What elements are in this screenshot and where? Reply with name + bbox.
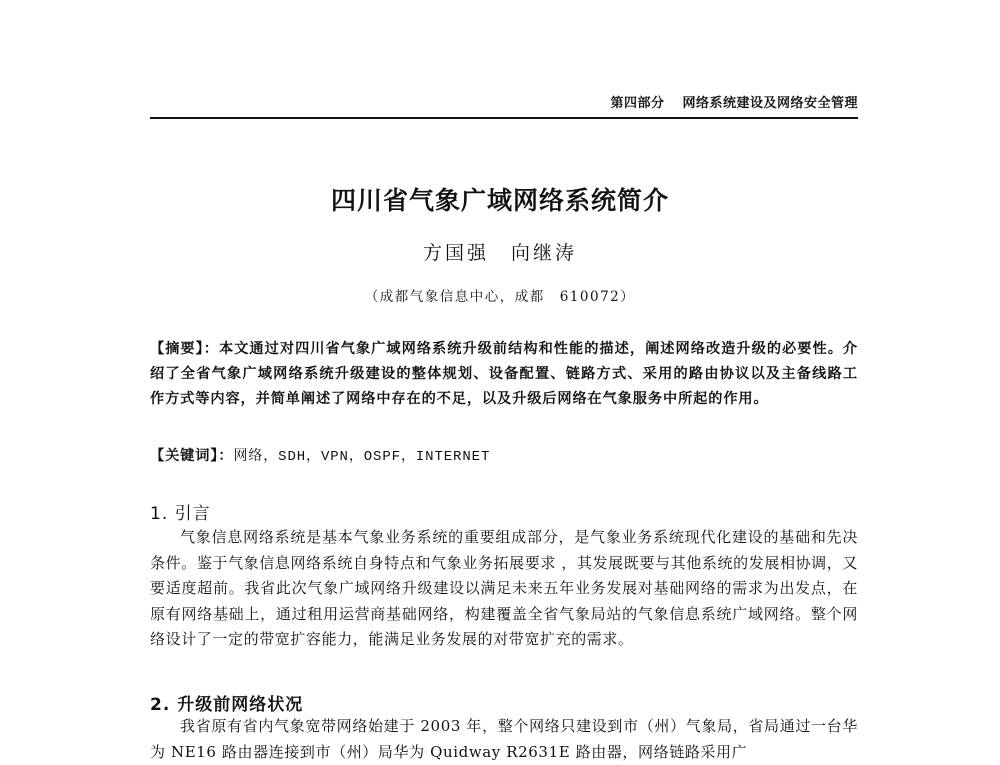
header-rule — [150, 117, 858, 119]
running-header-part: 第四部分 — [610, 96, 665, 111]
abstract-text: 本文通过对四川省气象广域网络系统升级前结构和性能的描述，阐述网络改造升级的必要性。介绍了全省气象广域网络系统升级建设的整体规划、设备配置、链路方式、采用的路由协议以及主备线路工作方式等内容，并简单阐述了网络中存在的不足，以及升级后网络在气象服务中所起的作用。 — [150, 341, 858, 407]
keywords — [150, 444, 858, 470]
author-name: 向继涛 — [511, 242, 578, 264]
section-heading-pre-upgrade-status: 2. 升级前网络状况 — [150, 695, 304, 715]
abstract-label: 【摘要】： — [150, 341, 219, 357]
running-header-section: 网络系统建设及网络安全管理 — [682, 96, 858, 111]
keywords-text: 网络，SDH，VPN，OSPF，INTERNET — [233, 449, 491, 465]
author-name: 方国强 — [422, 242, 489, 264]
abstract — [150, 337, 858, 412]
keywords-label: 【关键词】： — [150, 448, 234, 464]
paper-title: 四川省气象广域网络系统简介 — [330, 186, 669, 215]
section-paragraph-pre-upgrade-status: 我省原有省内气象宽带网络始建于 2003 年，整个网络只建设到市（州）气象局，省局通过一台华为 NE16 路由器连接到市（州）局华为 Quidway R2631E 路由器，网络链路采用广 — [150, 717, 858, 761]
author-list — [0, 238, 1000, 265]
running-header — [150, 92, 858, 111]
affiliation: （成都气象信息中心，成都 610072） — [364, 289, 636, 305]
section-heading-introduction: 1. 引言 — [150, 504, 211, 524]
section-paragraph-introduction: 气象信息网络系统是基本气象业务系统的重要组成部分，是气象业务系统现代化建设的基础和先决条件。鉴于气象信息网络系统自身特点和气象业务拓展要求 ，其发展既要与其他系统的发展相协调，又要适度超前。我省此次气象广域网络升级建设以满足未来五年业务发展对基础网络的需求为出发点，在原有网络基础上，通过租用运营商基础网络，构建覆盖全省气象局站的气象信息系统广域网络。整个网络设计了一定的带宽扩容能力，能满足业务发展的对带宽扩充的需求。 — [150, 528, 858, 648]
